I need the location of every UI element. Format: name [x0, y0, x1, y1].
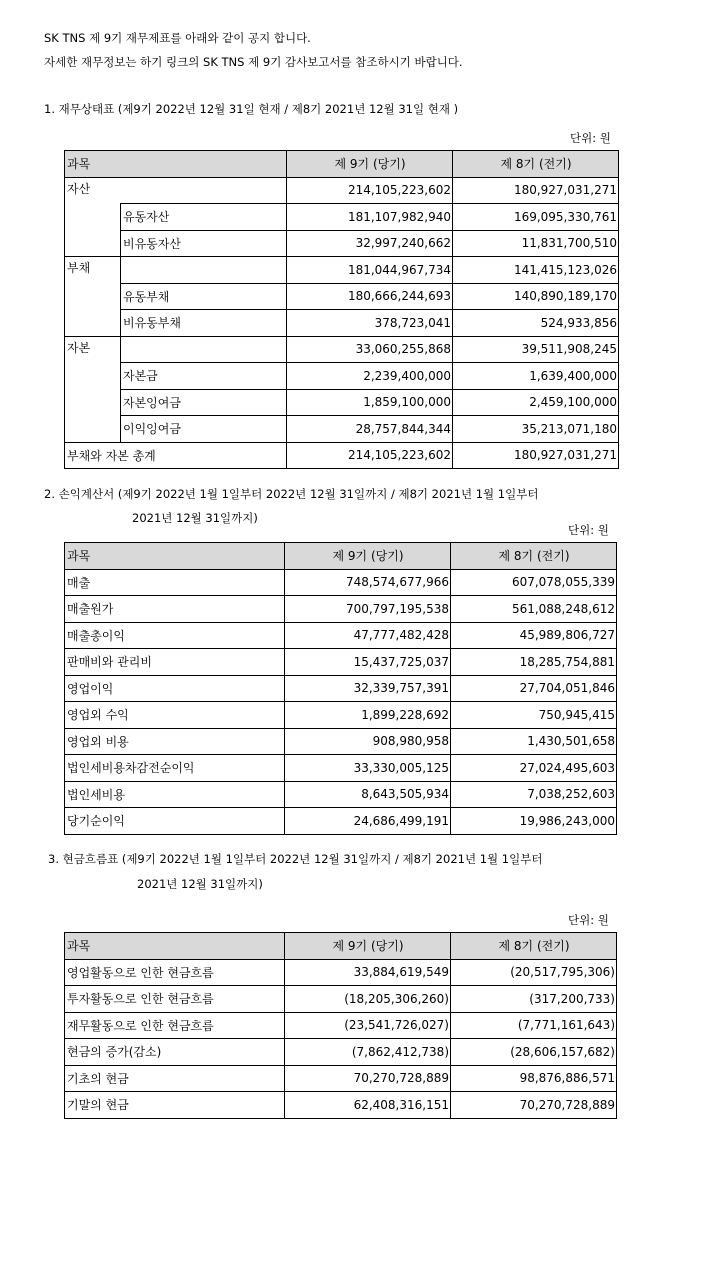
income-statement-title-2: 2021년 12월 31일까지): [132, 511, 258, 525]
value-current: 181,044,967,734: [287, 257, 453, 284]
table-row: [65, 649, 617, 676]
table-row: [65, 959, 617, 986]
table-row: [65, 675, 617, 702]
table-row: [65, 1092, 617, 1119]
value-previous: 27,704,051,846: [451, 675, 617, 702]
cash-flow-unit: 단위: 원: [568, 913, 609, 927]
value-current: 214,105,223,602: [287, 442, 453, 469]
value-current: 1,899,228,692: [285, 702, 451, 729]
value-current: 2,239,400,000: [287, 363, 453, 390]
value-previous: 70,270,728,889: [451, 1092, 617, 1119]
value-previous: 98,876,886,571: [451, 1065, 617, 1092]
value-previous: 561,088,248,612: [451, 596, 617, 623]
table-row: [65, 257, 619, 284]
row-label: 법인세비용차감전순이익: [65, 755, 285, 782]
row-label: 판매비와 관리비: [65, 649, 285, 676]
row-label: 매출: [65, 569, 285, 596]
balance-sheet-title: 1. 재무상태표 (제9기 2022년 12월 31일 현재 / 제8기 2021년 12월 31일 현재 ): [44, 102, 459, 116]
value-current: 70,270,728,889: [285, 1065, 451, 1092]
value-current: 1,859,100,000: [287, 389, 453, 416]
header-previous: 제 8기 (전기): [451, 543, 617, 570]
header-previous: 제 8기 (전기): [451, 933, 617, 960]
income-statement-title-1: 2. 손익계산서 (제9기 2022년 1월 1일부터 2022년 12월 31일까지 / 제8기 2021년 1월 1일부터: [44, 487, 539, 501]
value-current: 908,980,958: [285, 728, 451, 755]
value-previous: 27,024,495,603: [451, 755, 617, 782]
value-current: 32,339,757,391: [285, 675, 451, 702]
table-row: [65, 1039, 617, 1066]
value-current: (7,862,412,738): [285, 1039, 451, 1066]
row-label: 기초의 현금: [65, 1065, 285, 1092]
table-row: [65, 336, 619, 363]
value-current: (23,541,726,027): [285, 1012, 451, 1039]
row-label: 매출원가: [65, 596, 285, 623]
value-previous: 140,890,189,170: [453, 283, 619, 310]
table-row: [65, 986, 617, 1013]
value-previous: 35,213,071,180: [453, 416, 619, 443]
value-previous: 607,078,055,339: [451, 569, 617, 596]
value-current: 28,757,844,344: [287, 416, 453, 443]
header-previous: 제 8기 (전기): [453, 151, 619, 178]
value-current: (18,205,306,260): [285, 986, 451, 1013]
table-row: [65, 702, 617, 729]
row-label: 영업이익: [65, 675, 285, 702]
row-label: 비유동부채: [121, 310, 287, 337]
value-current: 748,574,677,966: [285, 569, 451, 596]
row-label: 기말의 현금: [65, 1092, 285, 1119]
row-label: 영업활동으로 인한 현금흐름: [65, 959, 285, 986]
row-label: 자본금: [121, 363, 287, 390]
value-current: 33,330,005,125: [285, 755, 451, 782]
row-label: 부채: [65, 257, 121, 337]
table-row: [65, 1065, 617, 1092]
table-header-row: [65, 151, 619, 178]
table-row: [65, 1012, 617, 1039]
income-statement-table: [64, 542, 617, 835]
value-previous: (7,771,161,643): [451, 1012, 617, 1039]
value-previous: 2,459,100,000: [453, 389, 619, 416]
header-subject: 과목: [65, 543, 285, 570]
value-previous: (28,606,157,682): [451, 1039, 617, 1066]
value-previous: (20,517,795,306): [451, 959, 617, 986]
table-row: [65, 569, 617, 596]
table-header-row: [65, 933, 617, 960]
intro-line-2: 자세한 재무정보는 하기 링크의 SK TNS 제 9기 감사보고서를 참조하시기 바랍니다.: [44, 55, 463, 69]
table-row: [65, 204, 619, 231]
table-row: [65, 416, 619, 443]
value-current: 700,797,195,538: [285, 596, 451, 623]
cash-flow-title-1: 3. 현금흐름표 (제9기 2022년 1월 1일부터 2022년 12월 31일까지 / 제8기 2021년 1월 1일부터: [48, 852, 543, 866]
value-current: 32,997,240,662: [287, 230, 453, 257]
row-label: 투자활동으로 인한 현금흐름: [65, 986, 285, 1013]
table-row: [65, 728, 617, 755]
value-previous: 11,831,700,510: [453, 230, 619, 257]
value-current: 33,060,255,868: [287, 336, 453, 363]
row-label: 유동자산: [121, 204, 287, 231]
value-current: 62,408,316,151: [285, 1092, 451, 1119]
value-previous: 180,927,031,271: [453, 177, 619, 204]
table-row: [65, 808, 617, 835]
row-label: 현금의 증가(감소): [65, 1039, 285, 1066]
balance-sheet-table: [64, 150, 619, 469]
value-current: 214,105,223,602: [287, 177, 453, 204]
header-subject: 과목: [65, 933, 285, 960]
row-label: 영업외 비용: [65, 728, 285, 755]
header-current: 제 9기 (당기): [285, 933, 451, 960]
row-label: 자본: [65, 336, 121, 442]
row-label: 비유동자산: [121, 230, 287, 257]
balance-sheet-unit: 단위: 원: [570, 131, 611, 145]
table-row: [65, 781, 617, 808]
row-label: 재무활동으로 인한 현금흐름: [65, 1012, 285, 1039]
table-row: [65, 622, 617, 649]
table-row: [65, 310, 619, 337]
value-previous: 1,430,501,658: [451, 728, 617, 755]
value-previous: 750,945,415: [451, 702, 617, 729]
value-current: 15,437,725,037: [285, 649, 451, 676]
value-current: 8,643,505,934: [285, 781, 451, 808]
header-current: 제 9기 (당기): [287, 151, 453, 178]
value-current: 33,884,619,549: [285, 959, 451, 986]
cash-flow-title-2: 2021년 12월 31일까지): [137, 877, 263, 891]
value-previous: 180,927,031,271: [453, 442, 619, 469]
row-label: 자본잉여금: [121, 389, 287, 416]
value-current: 378,723,041: [287, 310, 453, 337]
value-previous: 39,511,908,245: [453, 336, 619, 363]
intro-line-1: SK TNS 제 9기 재무제표를 아래와 같이 공지 합니다.: [44, 31, 311, 45]
table-row: [65, 389, 619, 416]
value-previous: (317,200,733): [451, 986, 617, 1013]
value-current: 180,666,244,693: [287, 283, 453, 310]
table-row: [65, 442, 619, 469]
table-row: [65, 596, 617, 623]
value-current: 47,777,482,428: [285, 622, 451, 649]
value-previous: 7,038,252,603: [451, 781, 617, 808]
table-row: [65, 363, 619, 390]
table-row: [65, 755, 617, 782]
income-statement-unit: 단위: 원: [568, 523, 609, 537]
value-current: 24,686,499,191: [285, 808, 451, 835]
value-previous: 45,989,806,727: [451, 622, 617, 649]
value-previous: 141,415,123,026: [453, 257, 619, 284]
value-previous: 18,285,754,881: [451, 649, 617, 676]
table-row: [65, 230, 619, 257]
table-row: [65, 283, 619, 310]
row-label: 부채와 자본 총계: [65, 442, 287, 469]
row-label: 영업외 수익: [65, 702, 285, 729]
row-label: 당기순이익: [65, 808, 285, 835]
value-previous: 524,933,856: [453, 310, 619, 337]
table-row: [65, 177, 619, 204]
value-previous: 169,095,330,761: [453, 204, 619, 231]
header-current: 제 9기 (당기): [285, 543, 451, 570]
row-label: 매출총이익: [65, 622, 285, 649]
header-subject: 과목: [65, 151, 287, 178]
row-label: 법인세비용: [65, 781, 285, 808]
row-label: 유동부채: [121, 283, 287, 310]
value-previous: 1,639,400,000: [453, 363, 619, 390]
cash-flow-table: [64, 932, 617, 1119]
value-current: 181,107,982,940: [287, 204, 453, 231]
table-header-row: [65, 543, 617, 570]
row-label: 자산: [65, 177, 121, 257]
value-previous: 19,986,243,000: [451, 808, 617, 835]
row-label: 이익잉여금: [121, 416, 287, 443]
